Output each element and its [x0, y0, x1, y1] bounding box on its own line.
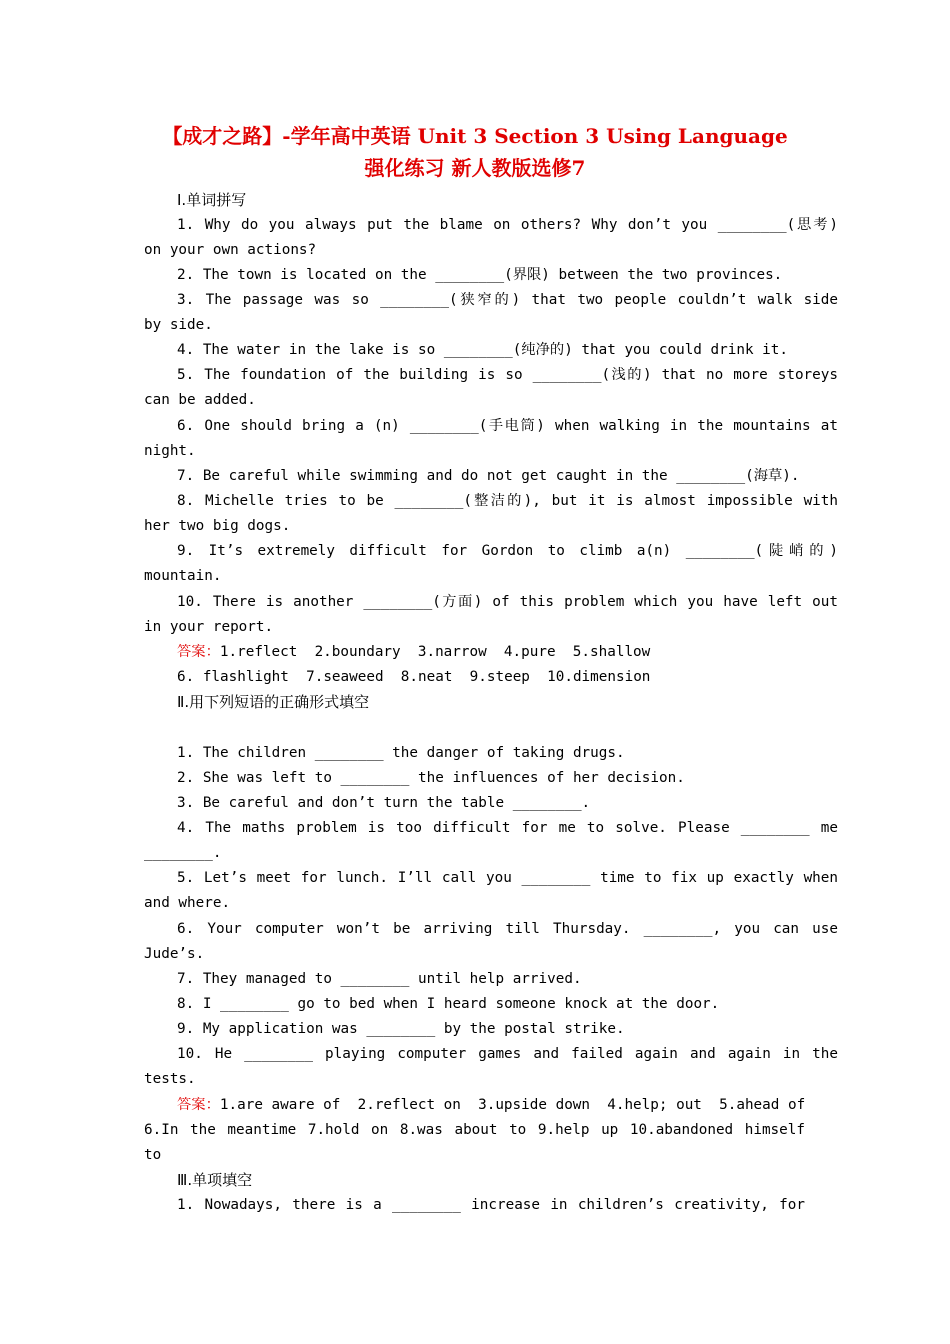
- s2-q4-line1: 4. The maths problem is too difficult for me to solve. Please ________ me: [177, 820, 838, 836]
- s2-answer-line1: [177, 1094, 805, 1116]
- s1-q8-line2: her two big dogs.: [144, 518, 291, 534]
- answer-label: 答案：: [177, 644, 220, 660]
- s3-q1-line1: 1. Nowadays, there is a ________ increase in children’s creativity, for: [177, 1197, 805, 1213]
- s2-q1: 1. The children ________ the danger of taking drugs.: [177, 745, 625, 761]
- s2-q4-line2: ________.: [144, 845, 222, 861]
- s2-answer-line3: to: [144, 1147, 162, 1163]
- section1-heading: Ⅰ.单词拼写: [177, 191, 247, 209]
- s1-q9-line1: 9. It’s extremely difficult for Gordon to climb a(n) ________(陡峭的): [177, 543, 838, 559]
- s1-q10-line1: 10. There is another ________(方面) of this problem which you have left out: [177, 594, 838, 610]
- s2-q6-line2: Jude’s.: [144, 946, 205, 962]
- s1-q4: 4. The water in the lake is so ________(纯净的) that you could drink it.: [177, 342, 788, 358]
- s1-q9-line2: mountain.: [144, 568, 222, 584]
- s2-q7: 7. They managed to ________ until help arrived.: [177, 971, 582, 987]
- s1-q6-line1: 6. One should bring a (n) ________(手电筒) when walking in the mountains at: [177, 418, 838, 434]
- s2-q2: 2. She was left to ________ the influences of her decision.: [177, 770, 685, 786]
- s1-answer-text1: 1.reflect 2.boundary 3.narrow 4.pure 5.shallow: [219, 644, 651, 660]
- s1-q2: 2. The town is located on the ________(界限) between the two provinces.: [177, 267, 783, 283]
- s1-answer-line2: 6. flashlight 7.seaweed 8.neat 9.steep 10.dimension: [177, 669, 651, 685]
- s1-q7: 7. Be careful while swimming and do not get caught in the ________(海草).: [177, 468, 800, 484]
- section2-heading: Ⅱ.用下列短语的正确形式填空: [177, 693, 370, 711]
- s2-q3: 3. Be careful and don’t turn the table ________.: [177, 795, 591, 811]
- s2-q10-line2: tests.: [144, 1071, 196, 1087]
- s1-q3-line1: 3. The passage was so ________(狭窄的) that two people couldn’t walk side: [177, 292, 838, 308]
- s1-answer-line1: [177, 641, 650, 663]
- document-title-line1: 【成才之路】-学年高中英语 Unit 3 Section 3 Using Language: [162, 124, 788, 148]
- s1-q8-line1: 8. Michelle tries to be ________(整洁的), but it is almost impossible with: [177, 493, 838, 509]
- s1-q1-line2: on your own actions?: [144, 242, 317, 258]
- s1-q5-line2: can be added.: [144, 392, 256, 408]
- s2-q5-line2: and where.: [144, 895, 231, 911]
- s1-q10-line2: in your report.: [144, 619, 274, 635]
- s1-q3-line2: by side.: [144, 317, 213, 333]
- document-title-line2: 强化练习 新人教版选修7: [364, 156, 586, 180]
- s1-q6-line2: night.: [144, 443, 196, 459]
- s2-q6-line1: 6. Your computer won’t be arriving till Thursday. ________, you can use: [177, 921, 838, 937]
- s2-q8: 8. I ________ go to bed when I heard someone knock at the door.: [177, 996, 720, 1012]
- s2-q10-line1: 10. He ________ playing computer games and failed again and again in the: [177, 1046, 838, 1062]
- s1-q1-line1: 1. Why do you always put the blame on others? Why don’t you ________(思考): [177, 217, 838, 233]
- section3-heading: Ⅲ.单项填空: [177, 1171, 253, 1189]
- s2-answer-line2: 6.In the meantime 7.hold on 8.was about to 9.help up 10.abandoned himself: [144, 1122, 805, 1138]
- answer-label: 答案：: [177, 1097, 220, 1113]
- s2-q5-line1: 5. Let’s meet for lunch. I’ll call you ________ time to fix up exactly when: [177, 870, 838, 886]
- s1-q5-line1: 5. The foundation of the building is so ________(浅的) that no more storeys: [177, 367, 838, 383]
- s2-q9: 9. My application was ________ by the postal strike.: [177, 1021, 625, 1037]
- s2-answer-text1: 1.are aware of 2.reflect on 3.upside down 4.help; out 5.ahead of: [219, 1097, 806, 1113]
